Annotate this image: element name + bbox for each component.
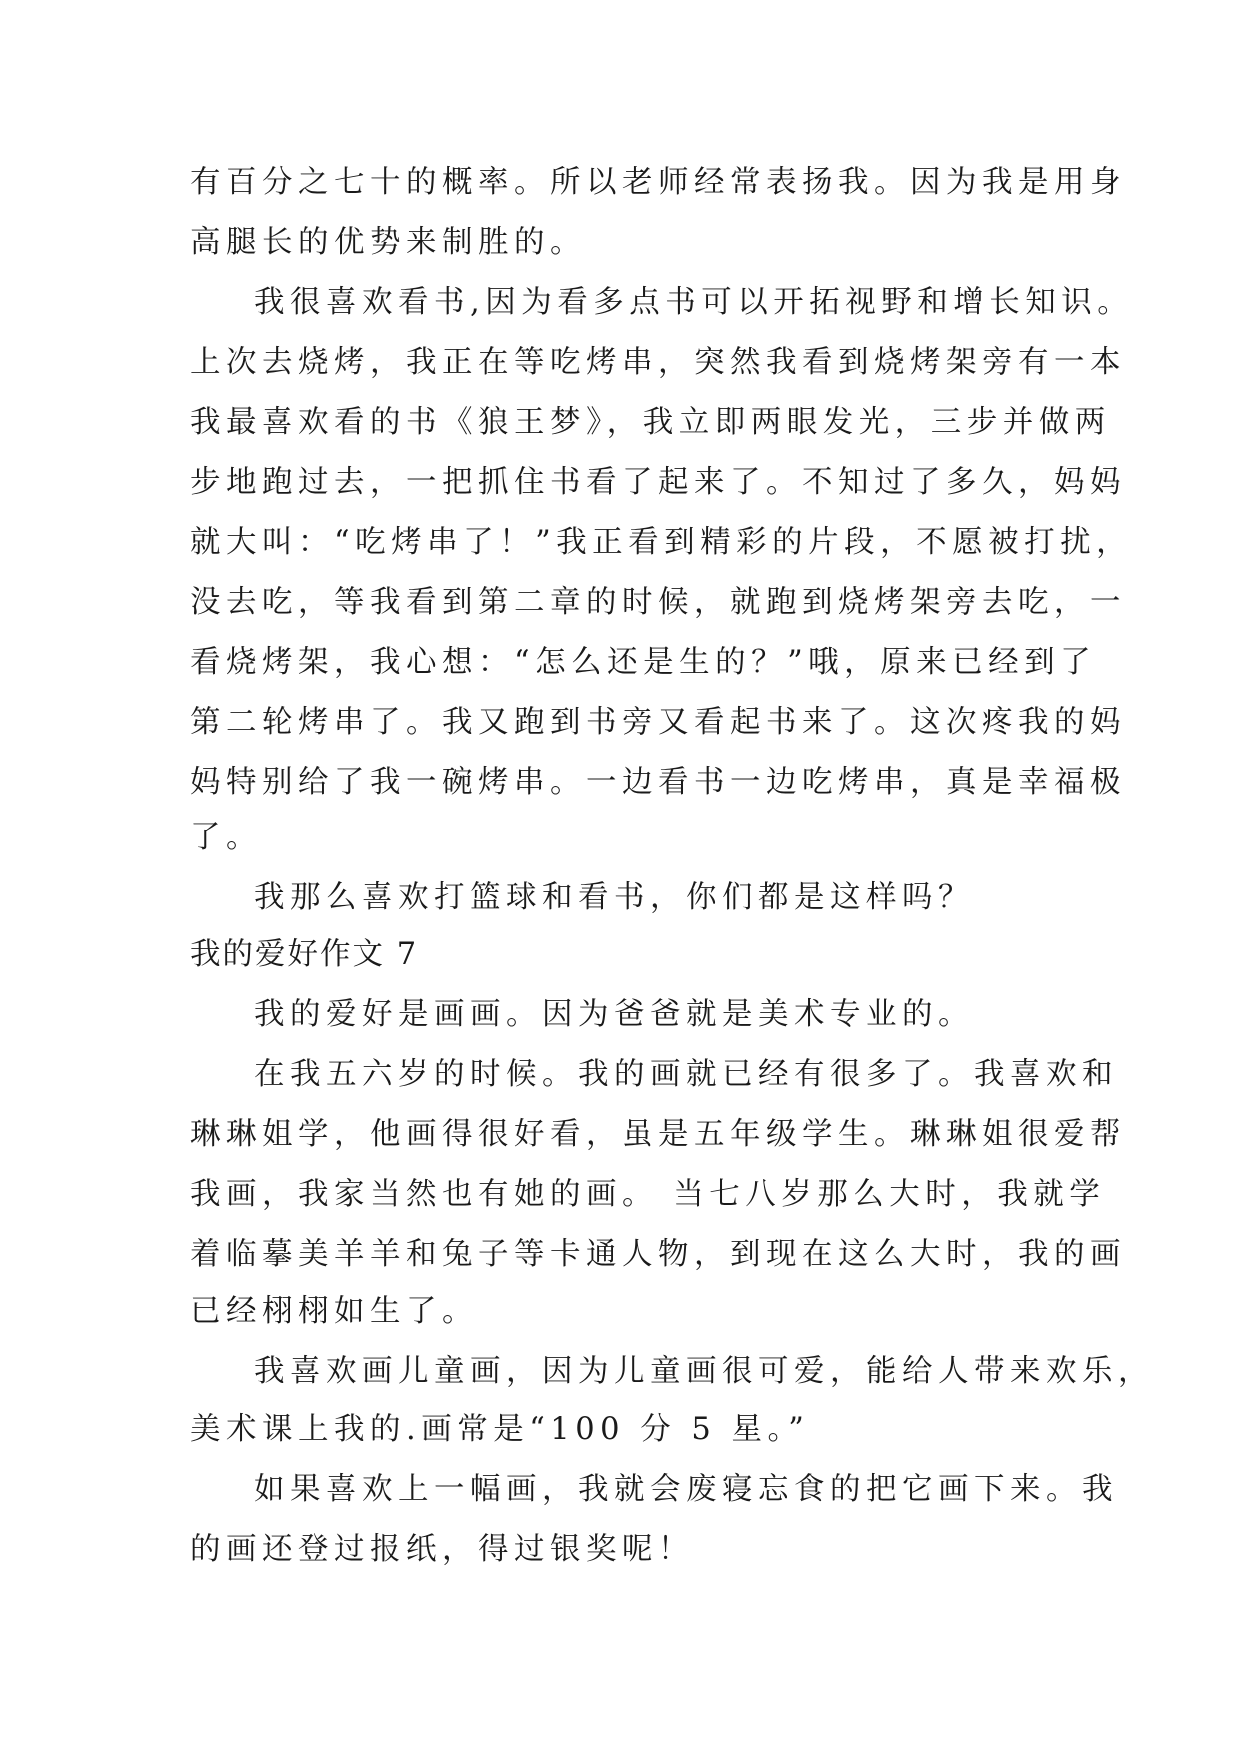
text-line: 我最喜欢看的书《狼王梦》，我立即两眼发光，三步并做两	[190, 405, 1111, 440]
text-line: 已经栩栩如生了。	[190, 1294, 478, 1329]
text-line: 有百分之七十的概率。所以老师经常表扬我。因为我是用身	[190, 165, 1126, 200]
text-line: 的画还登过报纸，得过银奖呢！	[190, 1532, 694, 1567]
text-line: 美术课上我的.画常是“100 分 5 星。”	[190, 1412, 810, 1447]
paragraph-start-line: 我喜欢画儿童画，因为儿童画很可爱，能给人带来欢乐，	[254, 1354, 1154, 1389]
text-line: 第二轮烤串了。我又跑到书旁又看起书来了。这次疼我的妈	[190, 705, 1126, 740]
section-heading: 我的爱好作文 7	[190, 937, 419, 972]
text-line: 没去吃，等我看到第二章的时候，就跑到烧烤架旁去吃，一	[190, 585, 1126, 620]
paragraph-start-line: 如果喜欢上一幅画，我就会废寝忘食的把它画下来。我	[254, 1472, 1118, 1507]
text-line: 妈特别给了我一碗烤串。一边看书一边吃烤串，真是幸福极	[190, 765, 1126, 800]
text-line: 就大叫：“吃烤串了！”我正看到精彩的片段，不愿被打扰，	[190, 525, 1133, 560]
text-line: 琳琳姐学，他画得很好看，虽是五年级学生。琳琳姐很爱帮	[190, 1117, 1126, 1152]
paragraph-start-line: 在我五六岁的时候。我的画就已经有很多了。我喜欢和	[254, 1057, 1118, 1092]
text-line: 了。	[190, 820, 262, 855]
text-line: 着临摹美羊羊和兔子等卡通人物，到现在这么大时，我的画	[190, 1237, 1126, 1272]
text-line: 看烧烤架，我心想：“怎么还是生的？”哦，原来已经到了	[190, 645, 1097, 680]
text-line: 高腿长的优势来制胜的。	[190, 225, 586, 260]
text-line: 步地跑过去，一把抓住书看了起来了。不知过了多久，妈妈	[190, 465, 1126, 500]
paragraph-start-line: 我的爱好是画画。因为爸爸就是美术专业的。	[254, 997, 974, 1032]
text-line: 我画，我家当然也有她的画。 当七八岁那么大时，我就学	[190, 1177, 1106, 1212]
text-line: 上次去烧烤，我正在等吃烤串，突然我看到烧烤架旁有一本	[190, 345, 1126, 380]
paragraph-start-line: 我那么喜欢打篮球和看书，你们都是这样吗？	[254, 880, 974, 915]
paragraph-start-line: 我很喜欢看书,因为看多点书可以开拓视野和增长知识。	[254, 285, 1134, 320]
